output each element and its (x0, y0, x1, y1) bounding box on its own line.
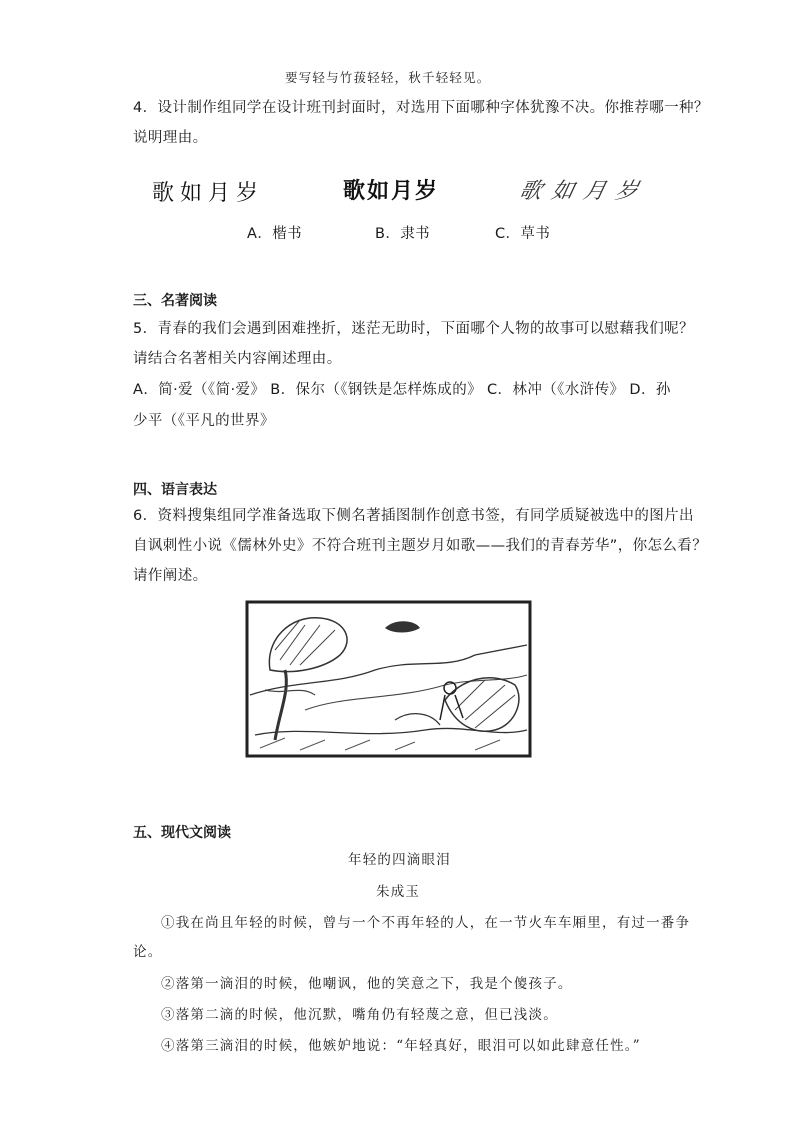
paragraph-1-line2: 论。 (133, 944, 163, 960)
q5-line1: 5．青春的我们会遇到困难挫折，迷茫无助时，下面哪个人物的故事可以慰藉我们呢？ (133, 321, 694, 337)
paragraph-3: ③落第二滴的时候，他沉默，嘴角仍有轻蔑之意，但已浅淡。 (161, 1007, 558, 1023)
page-header-line: 要写轻与竹菝轻轻，秋千轻轻见。 (285, 70, 491, 85)
q4-option-c: C．草书 (495, 226, 551, 242)
paragraph-2: ②落第一滴泪的时候，他嘲讽，他的笑意之下，我是个傻孩子。 (161, 976, 573, 992)
paragraph-4: ④落第三滴泪的时候，他嫉妒地说：“年轻真好，眼泪可以如此肆意任性。” (161, 1038, 641, 1054)
calligraphy-caoshu: 歌如月岁 (516, 179, 651, 204)
q6-line1: 6．资料搜集组同学准备选取下侧名著插图制作创意书签，有同学质疑被选中的图片出 (133, 508, 694, 524)
q4-option-b: B．隶书 (375, 226, 431, 242)
section5-heading: 五、现代文阅读 (133, 825, 231, 841)
q5-options-line1: A．简·爱（《简·爱》 B．保尔（《钢铁是怎样炼成的》 C．林冲（《水浒传》 D．孙 (133, 382, 671, 398)
article-author: 朱成玉 (376, 884, 421, 900)
calligraphy-kaishu: 歌如月岁 (152, 181, 265, 206)
rulin-illustration (245, 600, 532, 758)
q6-line3: 请作阐述。 (133, 568, 208, 584)
q5-options-line2: 少平（《平凡的世界》 (133, 413, 275, 429)
article-title: 年轻的四滴眼泪 (348, 852, 451, 868)
q6-line2: 自讽刺性小说《儒林外史》不符合班刊主题岁月如歌——我们的青春芳华”，你怎么看？ (133, 538, 708, 554)
section3-heading: 三、名著阅读 (133, 293, 217, 309)
q4-line1: 4．设计制作组同学在设计班刊封面时，对选用下面哪种字体犹豫不决。你推荐哪一种？ (133, 100, 709, 116)
paragraph-1-line1: ①我在尚且年轻的时候，曾与一个不再年轻的人，在一节火车车厢里，有过一番争 (161, 915, 691, 931)
q4-line2: 说明理由。 (133, 130, 208, 146)
calligraphy-lishu: 歌如月岁 (343, 178, 440, 204)
section4-heading: 四、语言表达 (133, 482, 217, 498)
q4-option-a: A．楷书 (247, 226, 303, 242)
q5-line2: 请结合名著相关内容阐述理由。 (133, 351, 342, 367)
